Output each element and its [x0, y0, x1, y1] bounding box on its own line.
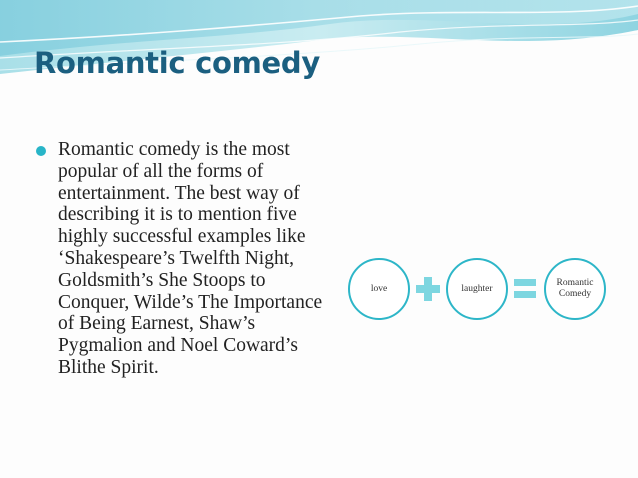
bullet-item [36, 139, 336, 379]
result-label: Romantic Comedy [556, 278, 594, 299]
bullet-dot-icon [36, 146, 46, 156]
laughter-label: laughter [461, 283, 493, 294]
plus-icon [416, 277, 440, 301]
equals-icon [514, 279, 536, 299]
slide-title: Romantic comedy [34, 46, 320, 80]
bullet-text: Romantic comedy is the most popular of all the forms of entertainment. The best way of describing it is to mention five highly successful examples like ‘Shakespeare’s Twelfth Night, Goldsmith’s She Stoops to Conquer, Wilde’s The Importance of Being Earnest, Shaw’s Pygmalion and Noel Coward’s Blithe Spirit. [58, 139, 323, 378]
laughter-circle [446, 258, 508, 320]
love-label: love [370, 283, 388, 294]
romantic-comedy-circle [544, 258, 606, 320]
equation-diagram [340, 256, 620, 326]
love-circle [348, 258, 410, 320]
